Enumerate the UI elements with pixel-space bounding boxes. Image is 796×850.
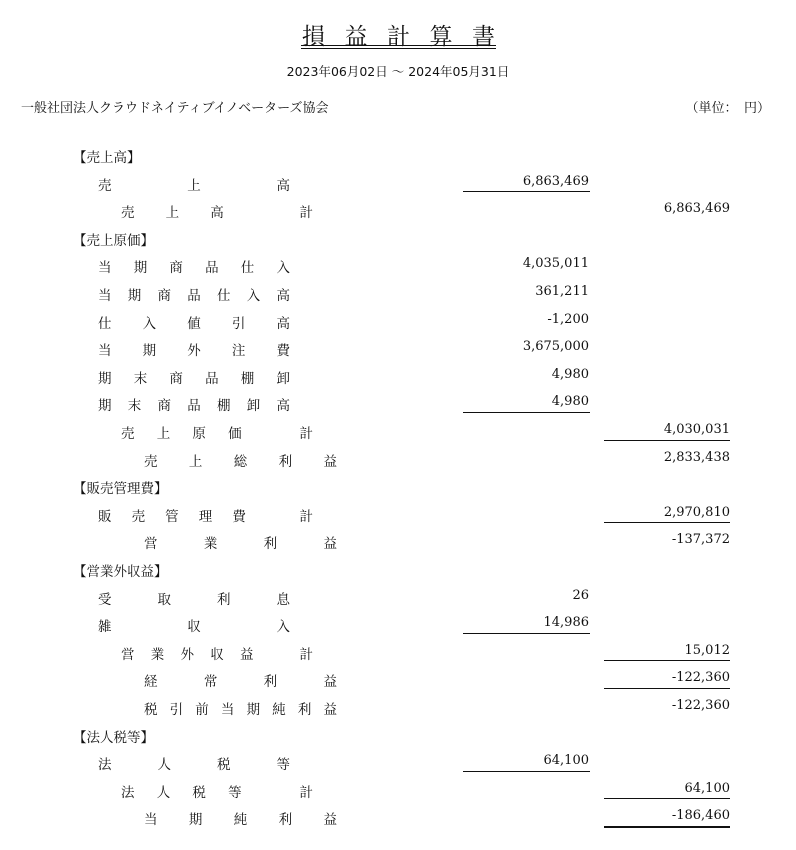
label-char: 管 — [165, 508, 179, 525]
label-char: 当 — [144, 812, 158, 829]
label-char — [255, 201, 269, 221]
account-label — [98, 339, 290, 359]
label-char: 棚 — [240, 370, 255, 387]
profit-row — [0, 666, 796, 693]
label-char: 期 — [98, 398, 112, 415]
label-char: 注 — [231, 343, 246, 360]
total-amount: -186,460 — [671, 808, 730, 824]
account-label — [98, 256, 290, 276]
detail-amount: 4,980 — [551, 366, 589, 382]
label-char: 計 — [299, 646, 313, 663]
label-char — [266, 505, 280, 525]
label-char: 費 — [232, 508, 246, 525]
line-item — [0, 584, 796, 611]
section-header — [0, 556, 796, 583]
label-char: 純 — [272, 702, 286, 718]
label-char: 引 — [169, 702, 184, 718]
total-amount: -137,372 — [671, 532, 730, 548]
profit-row — [0, 446, 796, 473]
label-char: 品 — [205, 370, 219, 387]
title-char: 書 — [472, 24, 495, 50]
sum-rule — [604, 522, 730, 523]
subtotal-row — [0, 639, 796, 666]
account-label — [121, 201, 313, 221]
section-header — [0, 722, 796, 749]
label-char: 益 — [323, 536, 337, 553]
label-char: 費 — [276, 343, 290, 360]
label-char: 益 — [323, 453, 337, 470]
sum-rule — [604, 660, 730, 661]
title-char: 益 — [344, 24, 368, 50]
section-header — [0, 225, 796, 252]
label-char: 期 — [127, 288, 142, 304]
section-title: 【営業外収益】 — [73, 564, 168, 580]
final-total-rule — [604, 826, 730, 828]
total-amount: -122,360 — [671, 670, 730, 686]
label-char: 商 — [157, 398, 171, 415]
title-char: 算 — [429, 24, 453, 50]
label-char: 高 — [276, 177, 290, 194]
subtotal-row — [0, 777, 796, 804]
account-label — [98, 367, 290, 387]
label-char: 仕 — [98, 315, 112, 332]
title-char: 損 — [302, 24, 325, 50]
total-amount: 2,833,438 — [663, 449, 730, 465]
label-char: 利 — [278, 453, 293, 470]
label-char: 高 — [276, 398, 290, 415]
label-char: 値 — [187, 315, 201, 332]
line-item — [0, 252, 796, 279]
label-char: 仕 — [217, 288, 231, 304]
label-char: 高 — [210, 205, 224, 222]
detail-amount: 4,035,011 — [522, 256, 589, 272]
sum-rule — [463, 633, 590, 634]
account-label — [121, 422, 313, 442]
label-char: 商 — [169, 370, 183, 387]
label-char — [270, 643, 284, 663]
label-char: 税 — [217, 757, 231, 774]
label-char: 期 — [142, 343, 157, 360]
label-char: 業 — [150, 646, 165, 663]
line-item — [0, 308, 796, 335]
line-item — [0, 335, 796, 362]
label-char: 入 — [276, 260, 290, 277]
line-item — [0, 280, 796, 307]
label-char — [264, 422, 278, 442]
detail-amount: 6,863,469 — [522, 173, 589, 189]
statement-title — [302, 18, 495, 48]
label-char: 品 — [205, 260, 219, 277]
label-char: 入 — [246, 288, 261, 304]
label-char: 当 — [220, 702, 235, 718]
label-char: 等 — [276, 757, 290, 774]
label-char: 利 — [217, 591, 231, 608]
label-char: 人 — [156, 784, 171, 801]
account-label — [98, 615, 290, 635]
label-char: 上 — [165, 205, 180, 222]
detail-amount: 4,980 — [551, 394, 589, 410]
section-title: 【売上原価】 — [73, 232, 154, 249]
detail-amount: 64,100 — [543, 753, 589, 769]
subtotal-row — [0, 197, 796, 224]
sum-rule — [604, 688, 730, 689]
account-label — [144, 698, 337, 718]
label-char: 上 — [156, 426, 171, 442]
detail-amount: -1,200 — [547, 311, 589, 327]
total-amount: 2,970,810 — [663, 504, 730, 520]
label-char: 総 — [233, 453, 248, 470]
label-char: 末 — [133, 370, 148, 387]
label-char: 雑 — [98, 619, 112, 636]
account-label — [121, 781, 313, 801]
title-underline — [301, 48, 496, 49]
account-label — [98, 312, 290, 332]
label-char: 計 — [299, 784, 313, 801]
sum-rule — [463, 771, 590, 772]
label-char: 商 — [169, 260, 183, 277]
label-char: 法 — [121, 784, 135, 801]
label-char: 前 — [195, 702, 209, 718]
label-char: 人 — [157, 757, 171, 774]
label-char: 入 — [276, 619, 290, 636]
section-title: 【法人税等】 — [73, 729, 154, 746]
fiscal-period: 2023年06月02日 ～ 2024年05月31日 — [286, 64, 510, 79]
account-label — [98, 588, 290, 608]
label-char: 期 — [246, 702, 261, 718]
label-char: 原 — [192, 426, 206, 442]
label-char: 税 — [144, 702, 158, 718]
label-char: 売 — [98, 177, 112, 194]
subtotal-row — [0, 418, 796, 445]
label-char: 営 — [144, 536, 158, 553]
line-item — [0, 390, 796, 417]
label-char: 上 — [187, 177, 201, 194]
label-char: 利 — [278, 812, 293, 829]
account-label — [98, 505, 313, 525]
label-char: 計 — [299, 205, 313, 222]
label-char: 売 — [144, 453, 158, 470]
sum-rule — [463, 191, 590, 192]
label-char: 等 — [228, 784, 242, 801]
account-label — [98, 174, 290, 194]
profit-row — [0, 528, 796, 555]
label-char: 売 — [131, 508, 146, 525]
label-char: 利 — [297, 702, 312, 718]
label-char: 棚 — [217, 398, 231, 415]
line-item — [0, 501, 796, 528]
label-char: 期 — [98, 370, 112, 387]
section-title: 【売上高】 — [73, 150, 141, 166]
label-char: 価 — [228, 426, 242, 442]
label-char: 期 — [133, 260, 148, 277]
unit-label: （単位： 円） — [685, 101, 770, 116]
line-item — [0, 749, 796, 776]
label-char: 益 — [323, 702, 337, 718]
label-char: 益 — [323, 812, 337, 829]
section-title: 【販売管理費】 — [73, 481, 168, 498]
label-char: 引 — [231, 315, 246, 332]
label-char: 卸 — [246, 398, 261, 415]
line-item — [0, 170, 796, 197]
account-label — [144, 670, 337, 690]
account-label — [144, 450, 337, 470]
label-char: 理 — [198, 508, 213, 525]
label-char: 当 — [98, 288, 112, 304]
account-label — [121, 643, 313, 663]
label-char: 業 — [203, 536, 218, 553]
label-char: 利 — [263, 674, 278, 691]
detail-amount: 361,211 — [535, 284, 589, 299]
label-char: 仕 — [240, 260, 255, 277]
label-char: 収 — [210, 646, 224, 663]
label-char: 入 — [142, 315, 157, 332]
label-char: 外 — [180, 646, 194, 663]
detail-amount: 26 — [572, 587, 589, 603]
label-char: 息 — [276, 591, 290, 608]
label-char: 高 — [276, 288, 290, 304]
label-char: 純 — [233, 812, 248, 829]
label-char: 常 — [203, 674, 218, 691]
title-char: 計 — [387, 24, 410, 50]
organization-name: 一般社団法人クラウドネイティブイノベーターズ協会 — [21, 101, 329, 116]
total-amount: 4,030,031 — [663, 422, 730, 437]
account-label — [98, 284, 290, 304]
label-char: 売 — [121, 426, 135, 442]
label-char: 益 — [323, 674, 337, 691]
label-char: 営 — [121, 646, 135, 663]
section-header — [0, 142, 796, 169]
label-char: 卸 — [276, 370, 290, 387]
label-char: 当 — [98, 343, 112, 360]
label-char: 外 — [187, 343, 201, 360]
label-char: 末 — [127, 398, 142, 415]
line-item — [0, 363, 796, 390]
label-char: 計 — [299, 426, 313, 442]
label-char: 益 — [240, 646, 254, 663]
total-amount: -122,360 — [671, 698, 730, 713]
label-char: 税 — [192, 784, 206, 801]
label-char: 取 — [157, 591, 171, 608]
detail-amount: 3,675,000 — [522, 339, 589, 355]
sum-rule — [604, 798, 730, 799]
title-underline — [301, 45, 496, 46]
account-label — [98, 753, 290, 773]
label-char: 計 — [299, 508, 313, 525]
section-header — [0, 473, 796, 500]
label-char: 収 — [187, 619, 201, 636]
detail-amount: 14,986 — [543, 615, 589, 631]
label-char: 高 — [276, 315, 290, 332]
account-label — [144, 532, 337, 552]
profit-row — [0, 694, 796, 721]
label-char: 期 — [188, 812, 203, 829]
label-char: 利 — [263, 536, 278, 553]
label-char: 当 — [98, 260, 112, 277]
label-char: 商 — [157, 288, 171, 304]
label-char — [264, 781, 278, 801]
total-amount: 6,863,469 — [663, 201, 730, 217]
label-char: 品 — [187, 288, 201, 304]
label-char: 経 — [144, 674, 158, 691]
label-char: 上 — [188, 453, 203, 470]
sum-rule — [463, 412, 590, 413]
label-char: 受 — [98, 591, 112, 608]
account-label — [98, 394, 290, 414]
label-char: 販 — [98, 508, 112, 525]
total-amount: 15,012 — [684, 642, 730, 658]
line-item — [0, 611, 796, 638]
label-char: 売 — [121, 205, 135, 222]
total-amount: 64,100 — [684, 780, 730, 796]
label-char: 法 — [98, 757, 112, 774]
label-char: 品 — [187, 398, 201, 415]
account-label — [144, 808, 337, 828]
sum-rule — [604, 440, 730, 441]
